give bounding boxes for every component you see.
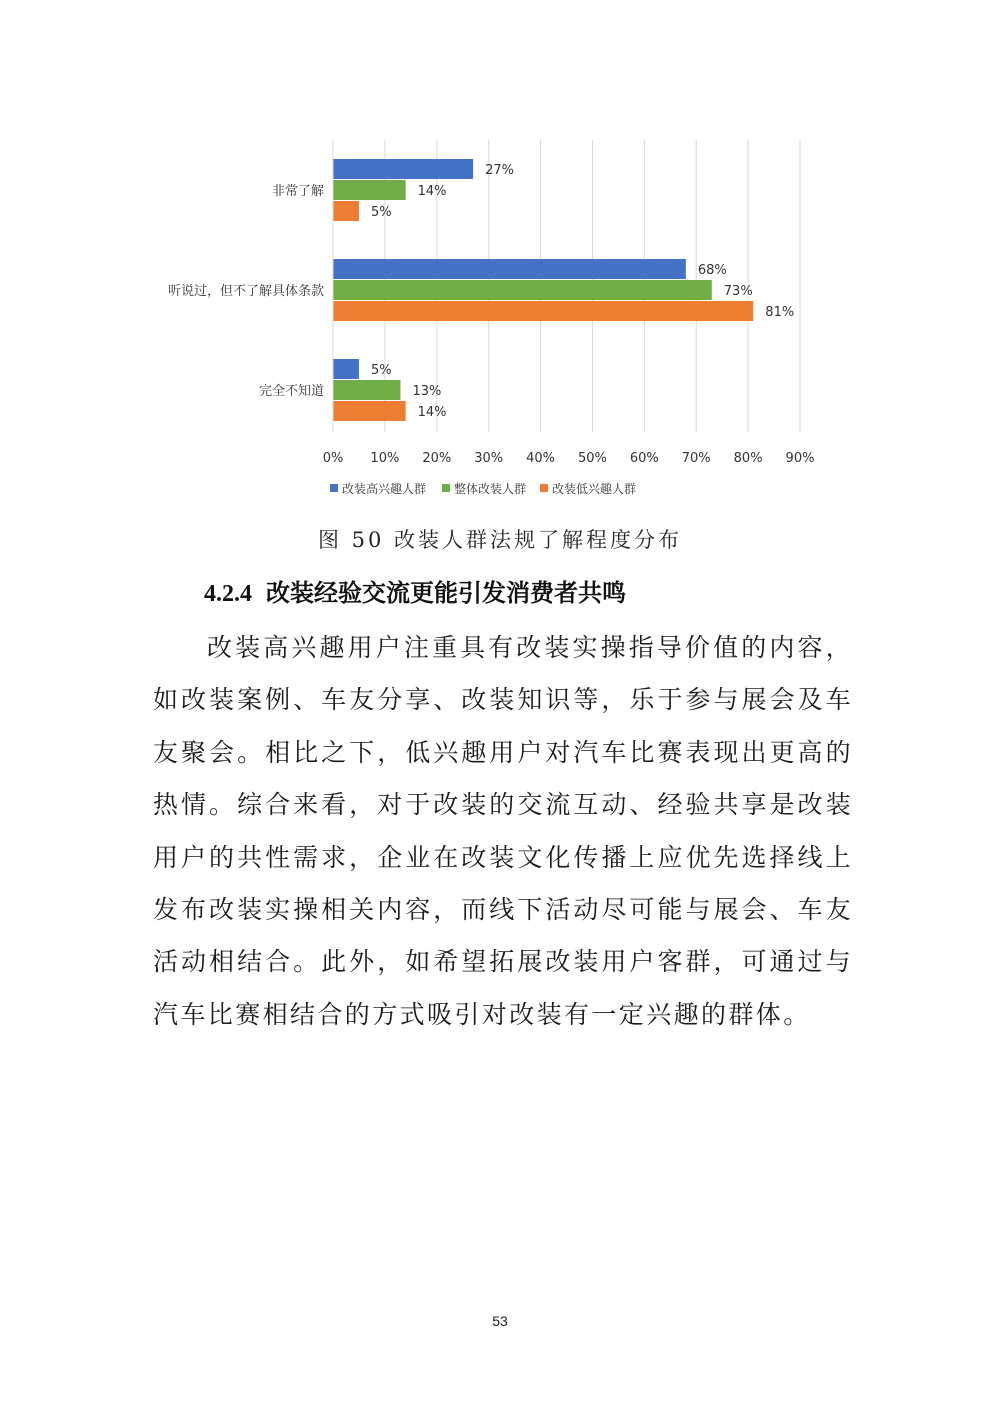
- data-label: 81%: [765, 305, 795, 320]
- section-title: 改装经验交流更能引发消费者共鸣: [266, 578, 626, 607]
- x-tick-label: 0%: [322, 451, 344, 466]
- category-label: 完全不知道: [258, 384, 324, 399]
- section-number: 4.2.4: [204, 581, 252, 607]
- legend-swatch: [330, 484, 338, 492]
- bar-chart: [0, 0, 1000, 510]
- bar: [333, 359, 359, 379]
- category-label: 听说过，但不了解具体条款: [167, 284, 324, 299]
- x-tick-label: 20%: [422, 451, 452, 466]
- x-tick-label: 10%: [370, 451, 400, 466]
- data-label: 68%: [697, 263, 727, 278]
- data-label: 5%: [370, 205, 392, 220]
- x-tick-label: 40%: [526, 451, 556, 466]
- x-tick-label: 30%: [474, 451, 504, 466]
- x-tick-label: 80%: [733, 451, 763, 466]
- data-label: 13%: [412, 384, 442, 399]
- category-label: 非常了解: [271, 184, 324, 199]
- bar: [333, 401, 406, 421]
- x-tick-label: 50%: [577, 451, 607, 466]
- data-label: 5%: [370, 363, 392, 378]
- body-paragraph: 改装高兴趣用户注重具有改装实操指导价值的内容，如改装案例、车友分享、改装知识等，乐于参与展会及车友聚会。相比之下，低兴趣用户对汽车比赛表现出更高的热情。综合来看，对于改装的交流互动、经验共享是改装用户的共性需求，企业在改装文化传播上应优先选择线上发布改装实操相关内容，而线下活动尽可能与展会、车友活动相结合。此外，如希望拓展改装用户客群，可通过与汽车比赛相结合的方式吸引对改装有一定兴趣的群体。: [153, 633, 853, 1029]
- bar: [333, 301, 753, 321]
- data-label: 14%: [417, 405, 447, 420]
- x-tick-label: 90%: [785, 451, 815, 466]
- x-tick-label: 60%: [629, 451, 659, 466]
- bar: [333, 280, 712, 300]
- bar: [333, 180, 406, 200]
- bar: [333, 201, 359, 221]
- page-number: 53: [492, 1313, 508, 1329]
- data-label: 14%: [417, 184, 447, 199]
- bar: [333, 380, 400, 400]
- bar: [333, 259, 686, 279]
- data-label: 27%: [485, 163, 515, 178]
- legend-label: 整体改装人群: [454, 482, 527, 496]
- legend-label: 改装低兴趣人群: [552, 482, 637, 496]
- legend-swatch: [540, 484, 548, 492]
- bar: [333, 159, 473, 179]
- section-heading: [204, 573, 626, 608]
- legend-label: 改装高兴趣人群: [342, 482, 427, 496]
- legend-swatch: [442, 484, 450, 492]
- data-label: 73%: [723, 284, 753, 299]
- figure-caption: 图 50 改装人群法规了解程度分布: [317, 528, 683, 552]
- x-tick-label: 70%: [681, 451, 711, 466]
